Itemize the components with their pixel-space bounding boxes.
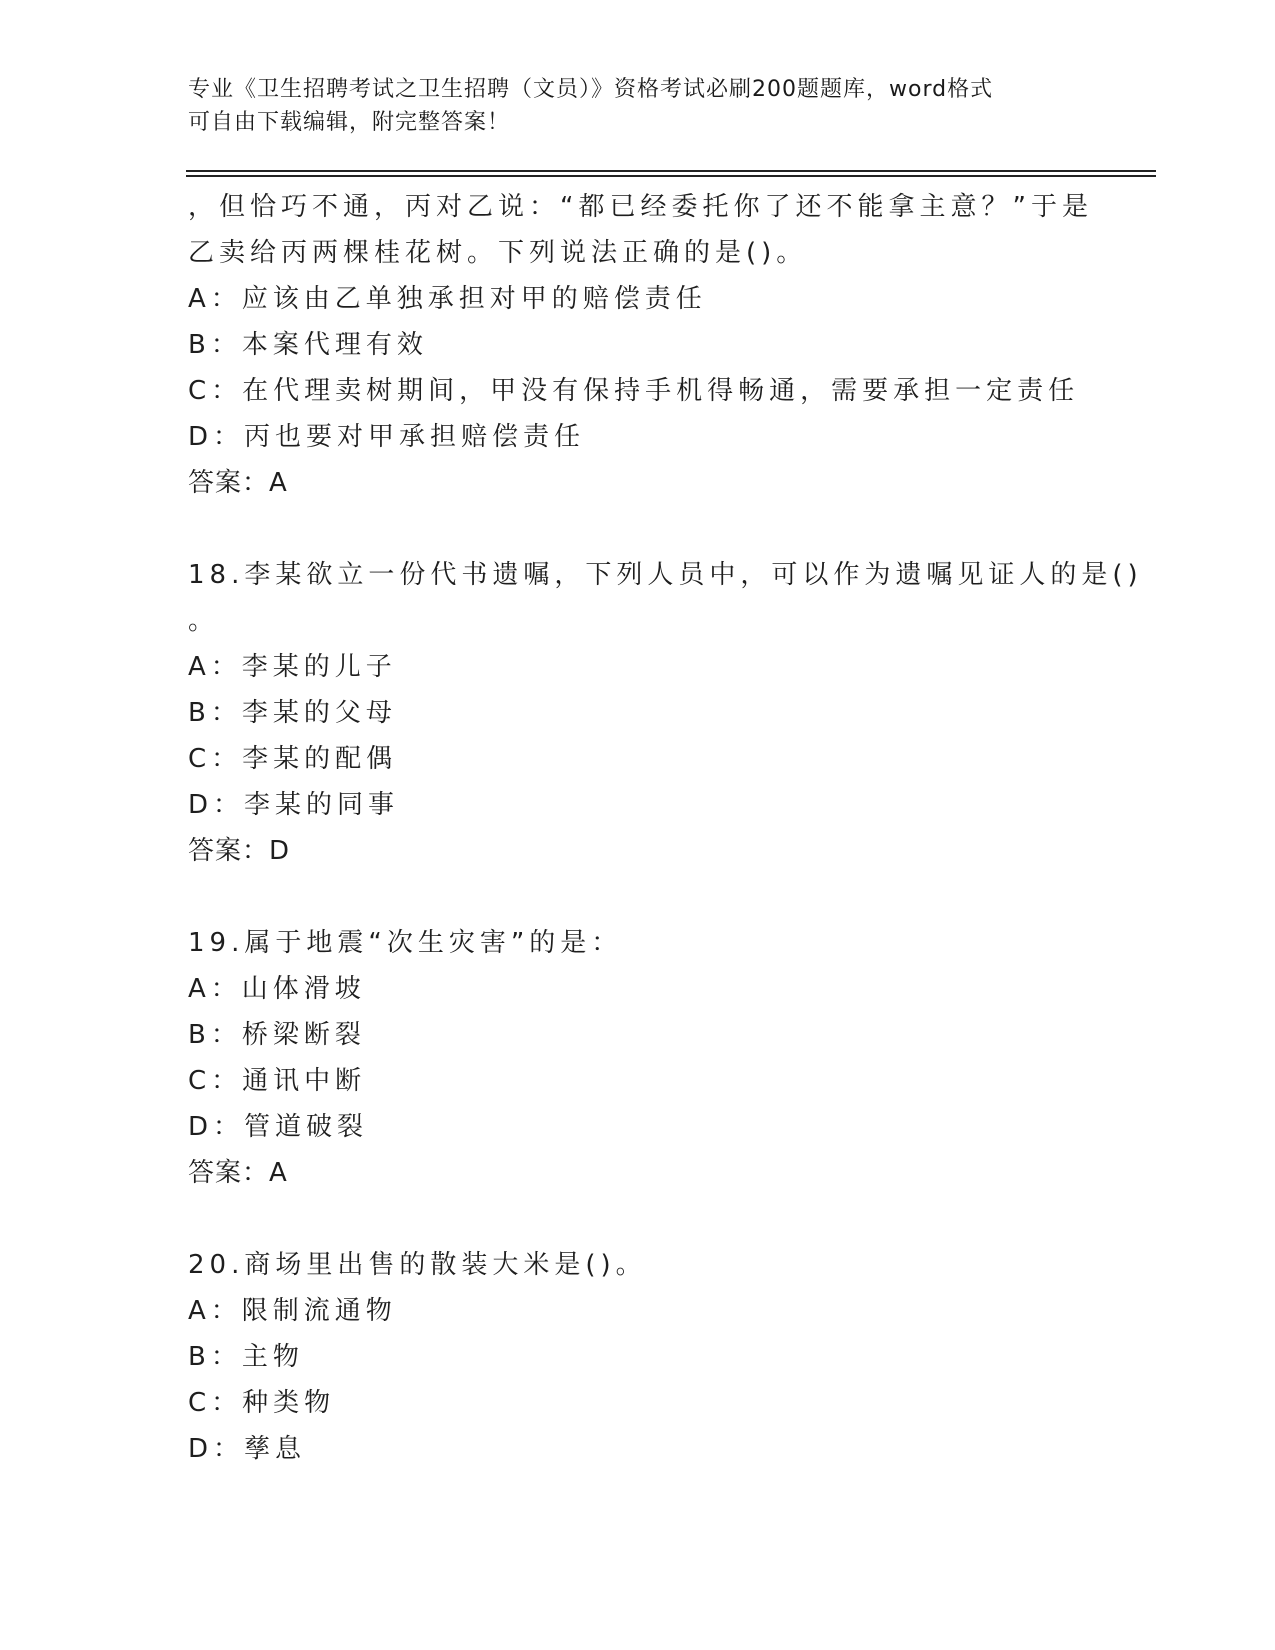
option-d: D：孳息 — [188, 1434, 307, 1464]
option-d: D：丙也要对甲承担赔偿责任 — [188, 422, 586, 452]
question-spacer — [188, 506, 1088, 552]
question-stem-line: 20.商场里出售的散装大米是()。 — [188, 1250, 647, 1280]
question-spacer — [188, 1196, 1088, 1242]
option-b: B：李某的父母 — [188, 698, 397, 728]
answer-line: 答案：D — [188, 836, 291, 866]
question-stem-line: ，但恰巧不通，丙对乙说：“都已经委托你了还不能拿主意？”于是 — [188, 192, 1093, 222]
question-stem-line: 18.李某欲立一份代书遗嘱，下列人员中，可以作为遗嘱见证人的是() — [188, 560, 1143, 590]
answer-line: 答案：A — [188, 468, 288, 498]
question-20 — [188, 1242, 1088, 1472]
option-d: D：管道破裂 — [188, 1112, 369, 1142]
header-title-line-2: 可自由下载编辑，附完整答案！ — [188, 110, 511, 135]
question-stem-line: 。 — [188, 606, 220, 636]
option-b: B：本案代理有效 — [188, 330, 428, 360]
document-header — [188, 73, 1088, 139]
option-b: B：桥梁断裂 — [188, 1020, 366, 1050]
header-title-line-1: 专业《卫生招聘考试之卫生招聘（文员）》资格考试必刷200题题库，word格式 — [188, 77, 994, 102]
option-a: A：限制流通物 — [188, 1296, 397, 1326]
option-c: C：李某的配偶 — [188, 744, 398, 774]
option-c: C：种类物 — [188, 1388, 336, 1418]
question-spacer — [188, 874, 1088, 920]
question-19 — [188, 920, 1088, 1196]
header-divider-bottom — [186, 175, 1156, 177]
option-c: C：在代理卖树期间，甲没有保持手机得畅通，需要承担一定责任 — [188, 376, 1080, 406]
question-17-continuation — [188, 184, 1093, 506]
question-stem-line: 乙卖给丙两棵桂花树。下列说法正确的是()。 — [188, 238, 808, 268]
option-b: B：主物 — [188, 1342, 304, 1372]
option-c: C：通讯中断 — [188, 1066, 367, 1096]
option-a: A：山体滑坡 — [188, 974, 366, 1004]
question-list — [188, 184, 1143, 1472]
option-a: A：李某的儿子 — [188, 652, 397, 682]
option-d: D：李某的同事 — [188, 790, 400, 820]
header-divider-top — [186, 170, 1156, 172]
question-18 — [188, 552, 1143, 874]
option-a: A：应该由乙单独承担对甲的赔偿责任 — [188, 284, 707, 314]
answer-line: 答案：A — [188, 1158, 288, 1188]
question-stem-line: 19.属于地震“次生灾害”的是： — [188, 928, 623, 958]
